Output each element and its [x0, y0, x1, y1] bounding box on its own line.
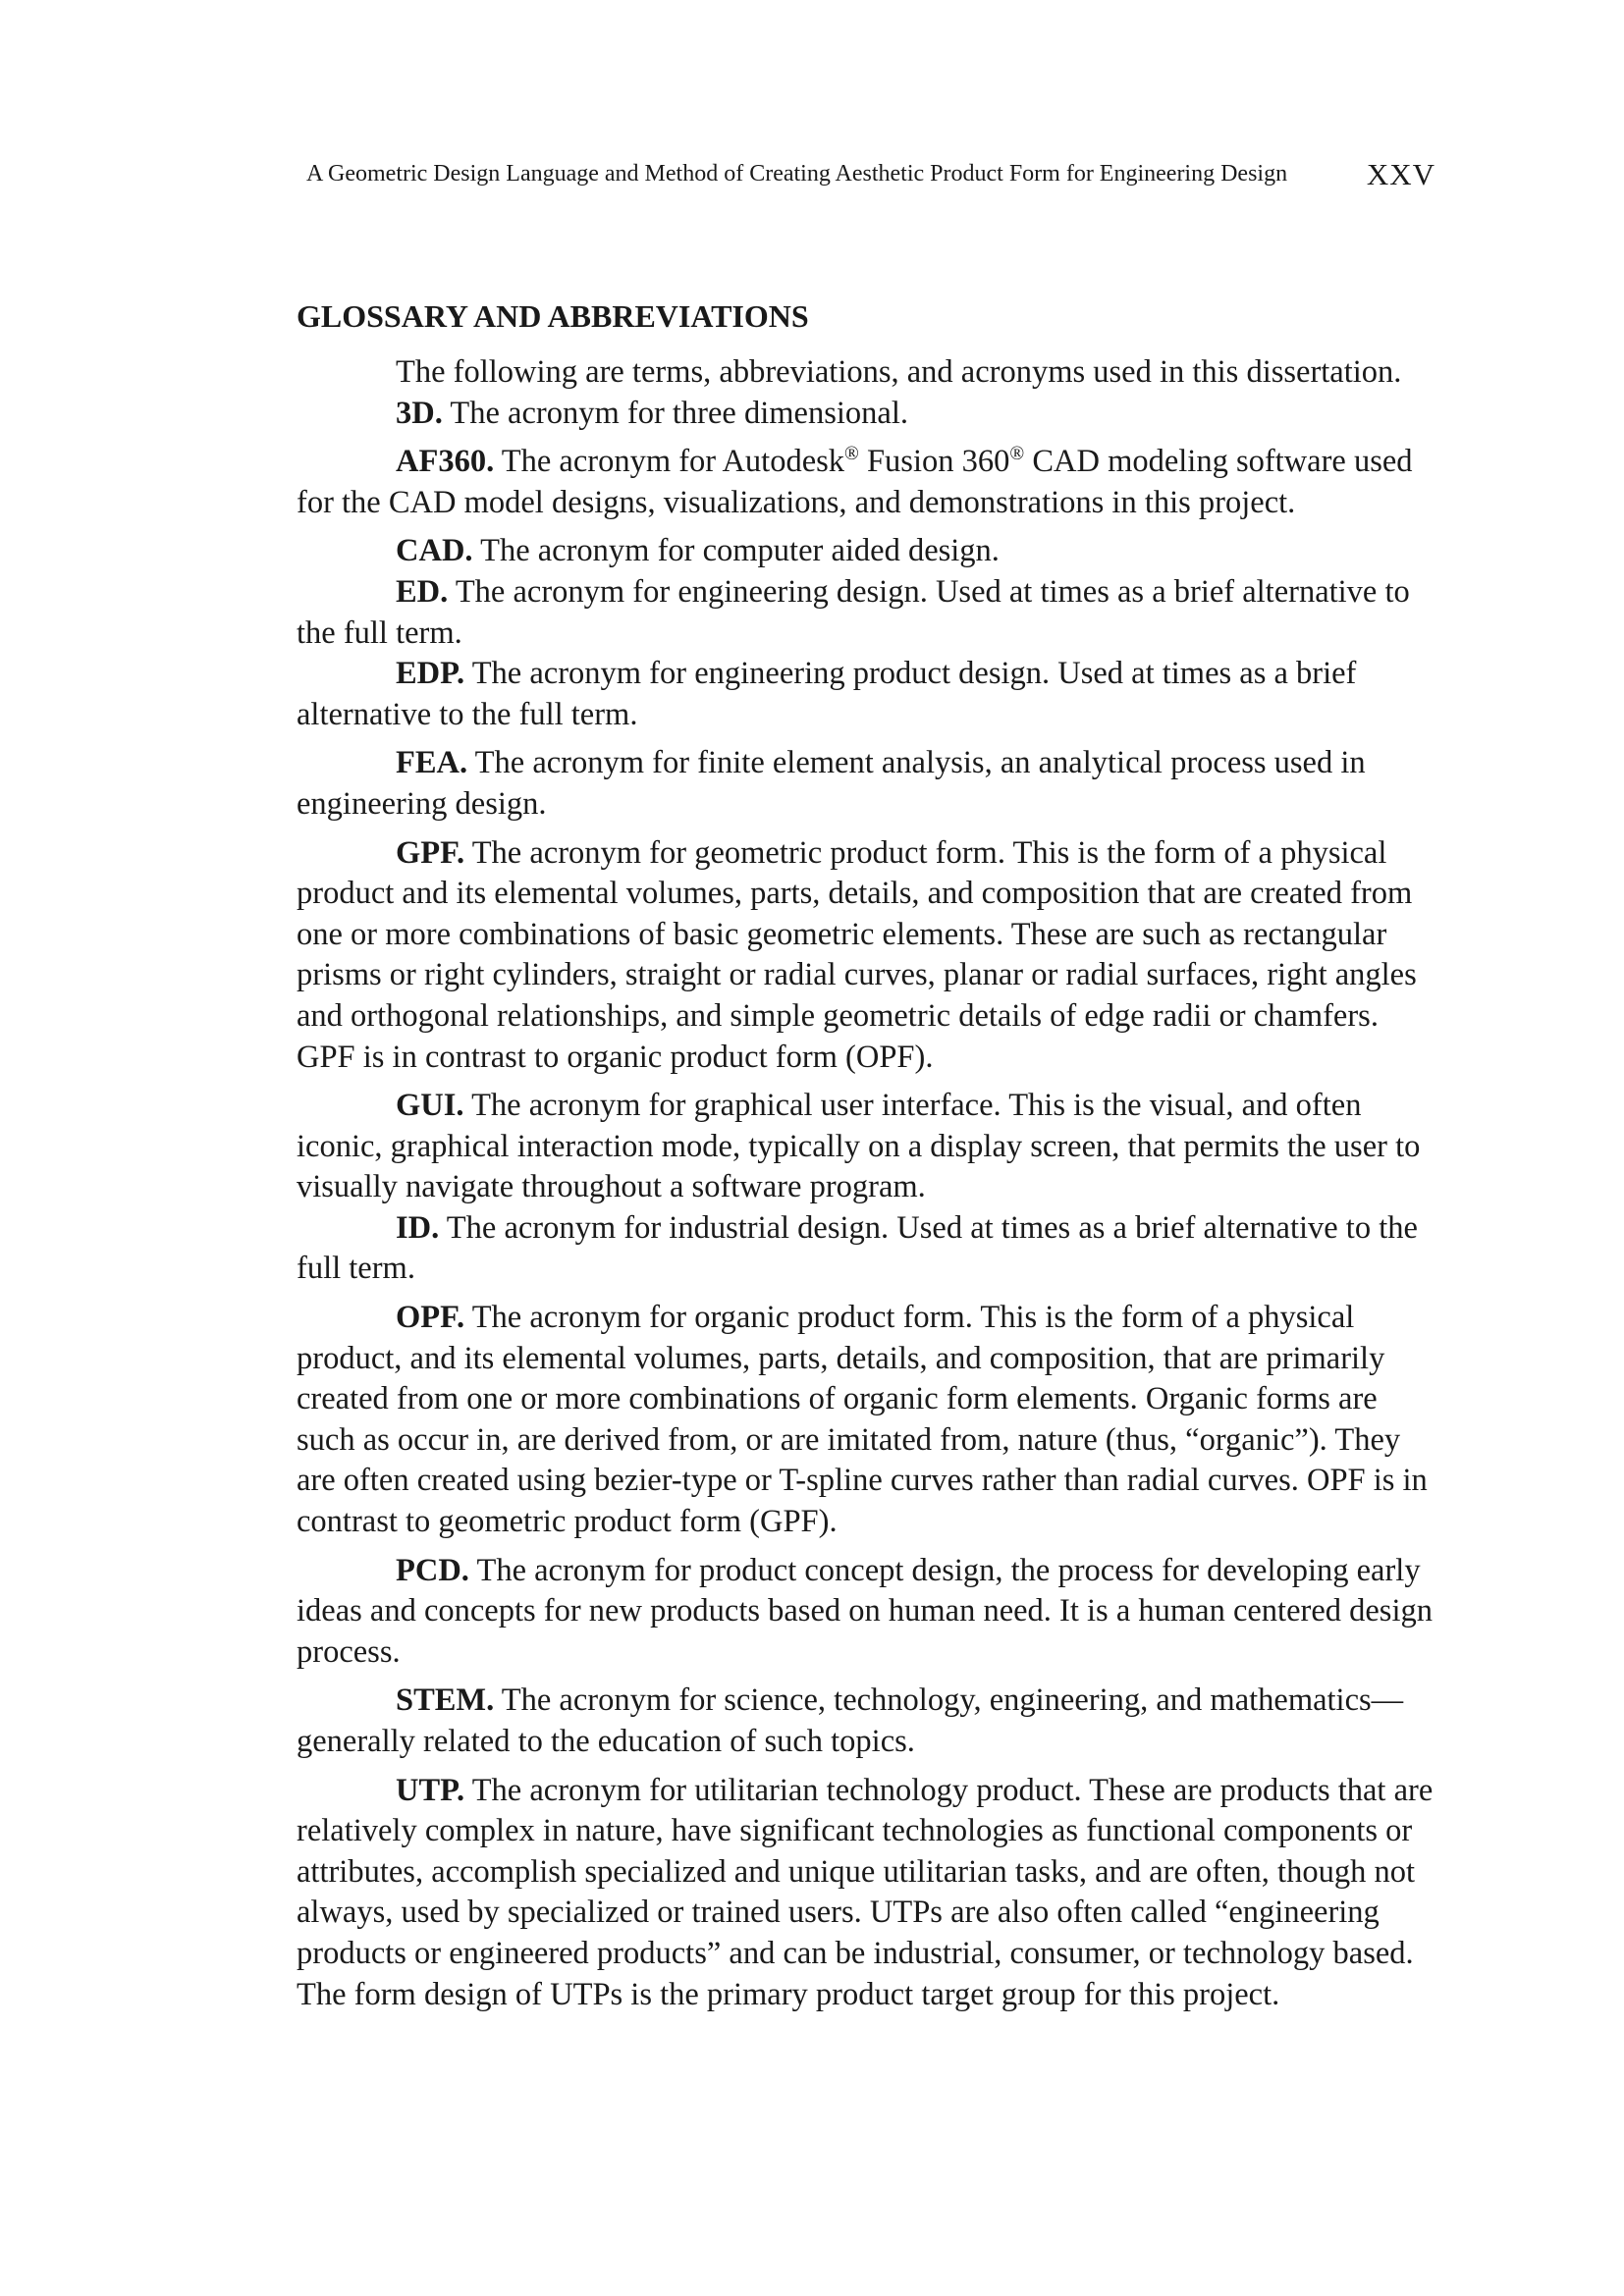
glossary-description: The acronym for geometric product form. This is the form of a physical product and its elemental volumes, parts, details, and composition that are created from one or more combinations of basic geometric elements. These are such as rectangular prisms or right cylinders, straight or radial curves, planar or radial surfaces, right angles and orthogonal relationships, and simple geometric details of edge radii or chamfers. GPF is in contrast to organic product form (OPF).: [297, 834, 1417, 1075]
registered-mark: ®: [1009, 444, 1025, 465]
description-text: The acronym for Autodesk: [501, 444, 845, 480]
glossary-entry-fea: [297, 743, 1435, 825]
description-text: Fusion 360: [858, 444, 1010, 480]
glossary-description: The acronym for science, technology, engineering, and mathematics—generally related to the education of such topics.: [297, 1682, 1404, 1759]
glossary-entry-gui: [297, 1086, 1435, 1208]
glossary-term: FEA.: [396, 745, 468, 781]
glossary-term: AF360.: [396, 444, 495, 480]
glossary-description: The acronym for industrial design. Used at times as a brief alternative to the full term.: [297, 1209, 1418, 1287]
page-header: [306, 157, 1435, 196]
glossary-entry-gpf: [297, 833, 1435, 1079]
glossary-term: PCD.: [396, 1552, 469, 1588]
registered-mark: ®: [844, 444, 859, 465]
glossary-entry-opf: [297, 1298, 1435, 1543]
glossary-entry-edp: [297, 654, 1435, 735]
glossary-description: The acronym for computer aided design.: [480, 533, 1000, 569]
glossary-term: EDP.: [396, 656, 465, 692]
glossary-entry-3d: [297, 394, 1435, 435]
glossary-entry-id: [297, 1208, 1435, 1290]
glossary-entry-stem: [297, 1681, 1435, 1762]
glossary-description: The acronym for engineering design. Used at times as a brief alternative to the full term.: [297, 573, 1410, 651]
glossary-section: [297, 294, 1435, 2015]
glossary-term: CAD.: [396, 533, 473, 569]
description-text: CAD modeling software used for the CAD model designs, visualizations, and demonstrations in this project.: [297, 444, 1413, 520]
glossary-description: The acronym for utilitarian technology product. These are products that are relatively complex in nature, have significant technologies as functional components or attributes, accomplish specialized and unique utilitarian tasks, and are often, though not always, used by specialized or trained users. UTPs are also often called “engineering products or engineered products” and can be industrial, consumer, or technology based. The form design of UTPs is the primary product target group for this project.: [297, 1772, 1434, 2012]
glossary-term: UTP.: [396, 1772, 465, 1808]
glossary-description: The acronym for three dimensional.: [450, 395, 908, 431]
glossary-term: ED.: [396, 573, 449, 610]
glossary-description: The acronym for graphical user interface. This is the visual, and often iconic, graphical interaction mode, typically on a display screen, that permits the user to visually navigate throughout a software program.: [297, 1088, 1421, 1205]
glossary-term: STEM.: [396, 1682, 495, 1719]
glossary-description: The acronym for engineering product design. Used at times as a brief alternative to the full term.: [297, 656, 1357, 732]
glossary-term: GPF.: [396, 834, 465, 871]
glossary-description: The acronym for product concept design, the process for developing early ideas and concepts for new products based on human need. It is a human centered design process.: [297, 1552, 1433, 1670]
glossary-intro: The following are terms, abbreviations, and acronyms used in this dissertation.: [396, 354, 1402, 390]
glossary-term: OPF.: [396, 1300, 465, 1336]
section-heading: GLOSSARY AND ABBREVIATIONS: [297, 298, 809, 334]
glossary-entry-af360: [297, 442, 1435, 523]
glossary-entry-pcd: [297, 1551, 1435, 1674]
page-number: XXV: [1366, 157, 1435, 191]
glossary-entry-utp: [297, 1771, 1435, 2016]
glossary-term: GUI.: [396, 1088, 464, 1124]
glossary-entry-cad: [297, 531, 1435, 572]
running-title: A Geometric Design Language and Method of Creating Aesthetic Product Form for Engineering Design: [306, 161, 1288, 187]
glossary-description: The acronym for organic product form. This is the form of a physical product, and its elemental volumes, parts, details, and composition, that are primarily created from one or more combinations of organic form elements. Organic forms are such as occur in, are derived from, or are imitated from, nature (thus, “organic”). They are often created using bezier-type or T-spline curves rather than radial curves. OPF is in contrast to geometric product form (GPF).: [297, 1300, 1428, 1540]
glossary-entry-ed: [297, 572, 1435, 654]
glossary-description: The acronym for finite element analysis, an analytical process used in engineering design.: [297, 745, 1366, 822]
glossary-term: ID.: [396, 1209, 440, 1246]
glossary-term: 3D.: [396, 395, 443, 431]
